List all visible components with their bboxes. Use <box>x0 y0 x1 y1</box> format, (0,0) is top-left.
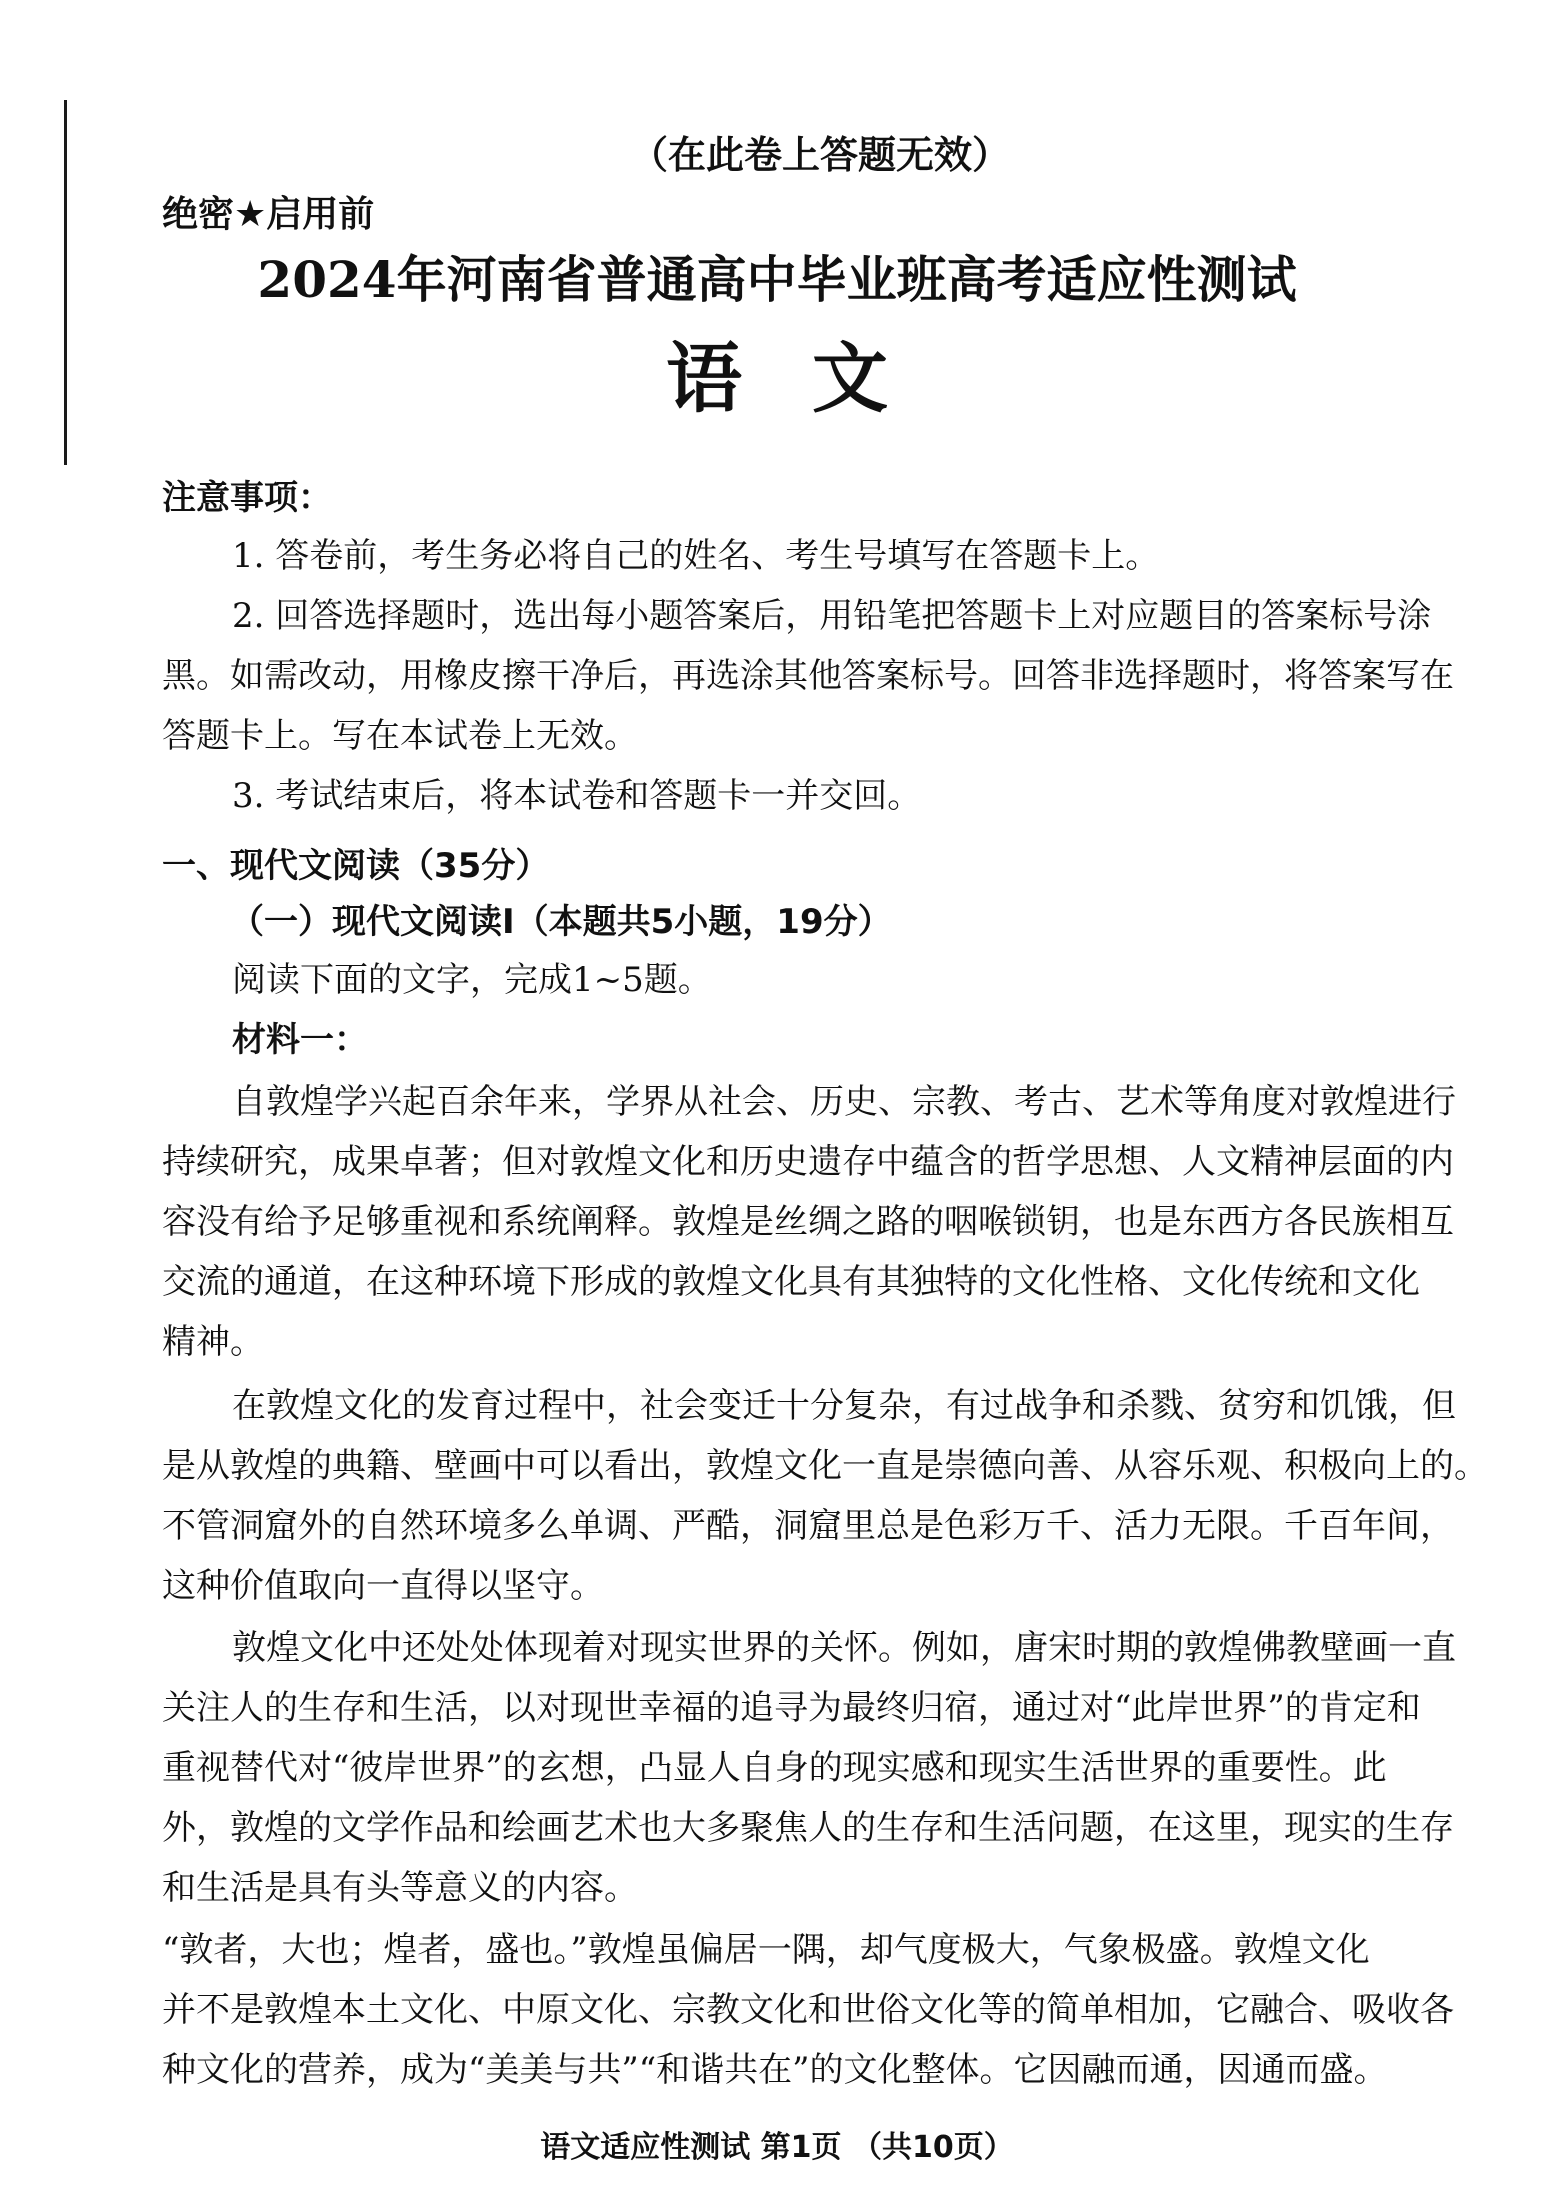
passage-line: 关注人的生存和生活，以对现世幸福的追寻为最终归宿，通过对“此岸世界”的肯定和 <box>162 1688 1421 1728</box>
instruction-line: 3. 考试结束后，将本试卷和答题卡一并交回。 <box>232 776 922 816</box>
passage-line: 容没有给予足够重视和系统阐释。敦煌是丝绸之路的咽喉锁钥，也是东西方各民族相互 <box>162 1202 1454 1242</box>
passage-line: 和生活是具有头等意义的内容。 <box>162 1868 638 1908</box>
passage-line: “敦者，大也；煌者，盛也。”敦煌虽偏居一隅，却气度极大，气象极盛。敦煌文化 <box>162 1930 1370 1970</box>
passage-line: 自敦煌学兴起百余年来，学界从社会、历史、宗教、考古、艺术等角度对敦煌进行 <box>232 1082 1456 1122</box>
reading-prompt: 阅读下面的文字，完成1~5题。 <box>232 960 712 1000</box>
secret-mark: 绝密★启用前 <box>162 194 375 235</box>
section-heading: 一、现代文阅读（35分） <box>162 846 550 886</box>
instruction-line: 答题卡上。写在本试卷上无效。 <box>162 716 638 756</box>
passage-line: 不管洞窟外的自然环境多么单调、严酷，洞窟里总是色彩万千、活力无限。千百年间， <box>162 1506 1454 1546</box>
passage-line: 在敦煌文化的发育过程中，社会变迁十分复杂，有过战争和杀戮、贫穷和饥饿，但 <box>232 1386 1456 1426</box>
material-label: 材料一： <box>232 1020 368 1060</box>
passage-line: 并不是敦煌本土文化、中原文化、宗教文化和世俗文化等的简单相加，它融合、吸收各 <box>162 1990 1454 2030</box>
instruction-line: 2. 回答选择题时，选出每小题答案后，用铅笔把答题卡上对应题目的答案标号涂 <box>232 596 1432 636</box>
passage-line: 敦煌文化中还处处体现着对现实世界的关怀。例如，唐宋时期的敦煌佛教壁画一直 <box>232 1628 1456 1668</box>
exam-title: 2024年河南省普通高中毕业班高考适应性测试 <box>257 250 1297 309</box>
passage-line: 精神。 <box>162 1322 264 1362</box>
passage-line: 是从敦煌的典籍、壁画中可以看出，敦煌文化一直是崇德向善、从容乐观、积极向上的。 <box>162 1446 1488 1486</box>
invalid-answer-notice: （在此卷上答题无效） <box>630 133 1011 177</box>
passage-line: 种文化的营养，成为“美美与共”“和谐共在”的文化整体。它因融而通，因通而盛。 <box>162 2050 1388 2090</box>
passage-line: 重视替代对“彼岸世界”的玄想，凸显人自身的现实感和现实生活世界的重要性。此 <box>162 1748 1387 1788</box>
subject-title: 语文 <box>666 334 958 423</box>
instructions-heading: 注意事项： <box>162 478 332 518</box>
passage-line: 持续研究，成果卓著；但对敦煌文化和历史遗存中蕴含的哲学思想、人文精神层面的内 <box>162 1142 1454 1182</box>
passage-line: 外，敦煌的文学作品和绘画艺术也大多聚焦人的生存和生活问题，在这里，现实的生存 <box>162 1808 1454 1848</box>
instruction-line: 黑。如需改动，用橡皮擦干净后，再选涂其他答案标号。回答非选择题时，将答案写在 <box>162 656 1454 696</box>
instruction-line: 1. 答卷前，考生务必将自己的姓名、考生号填写在答题卡上。 <box>232 536 1160 576</box>
page-footer: 语文适应性测试 第1页 （共10页） <box>540 2130 1014 2165</box>
subsection-heading: （一）现代文阅读Ⅰ（本题共5小题，19分） <box>230 902 892 942</box>
passage-line: 这种价值取向一直得以坚守。 <box>162 1566 604 1606</box>
passage-line: 交流的通道，在这种环境下形成的敦煌文化具有其独特的文化性格、文化传统和文化 <box>162 1262 1420 1302</box>
